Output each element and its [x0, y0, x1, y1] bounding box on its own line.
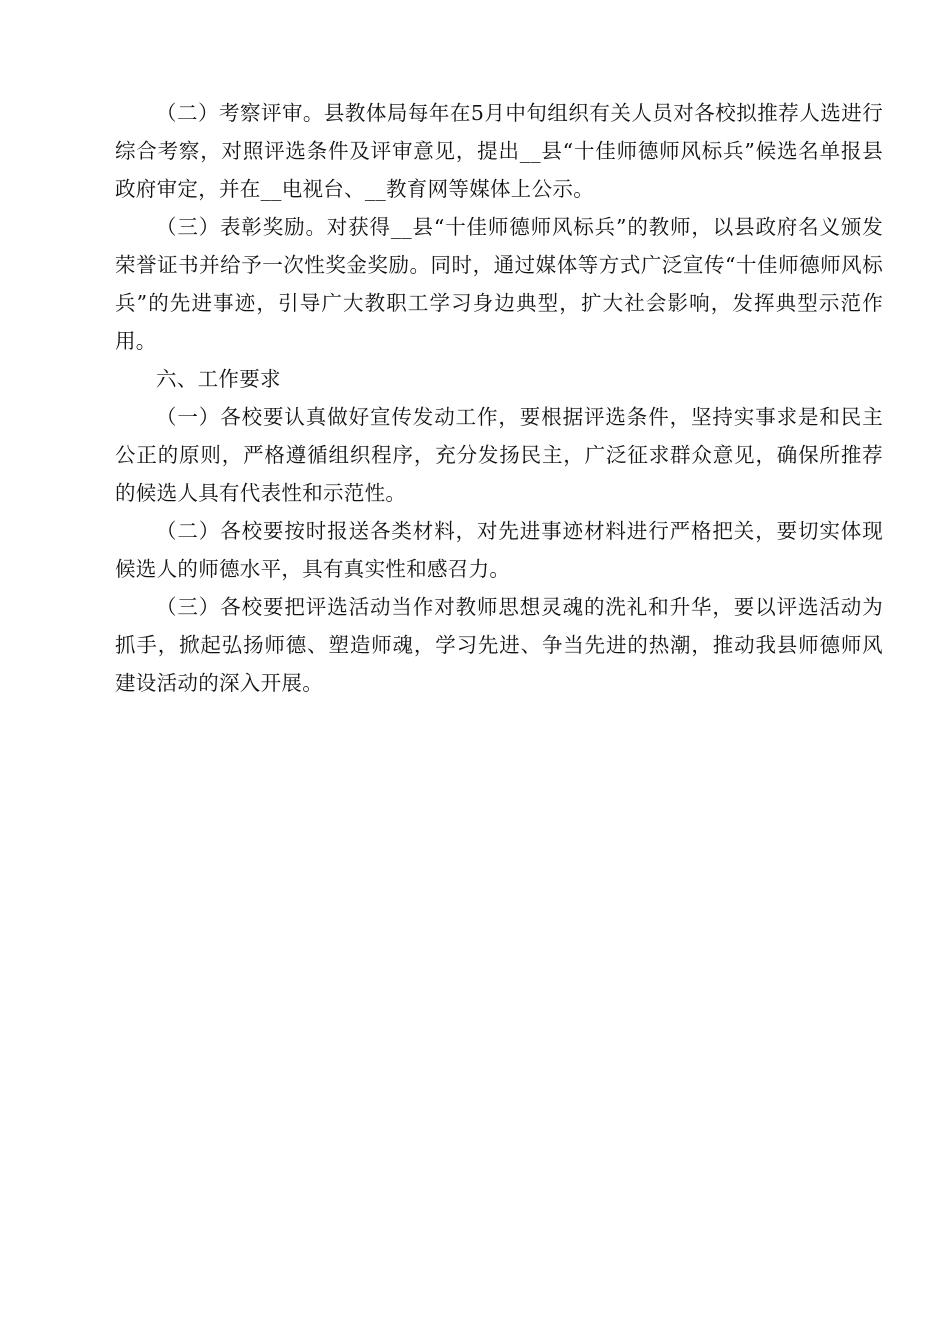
- paragraph-requirement-one: （一）各校要认真做好宣传发动工作，要根据评选条件，坚持实事求是和民主公正的原则，严格遵循组织程序，充分发扬民主，广泛征求群众意见，确保所推荐的候选人具有代表性和示范性。: [115, 405, 883, 505]
- paragraph-commendation-award: （三）表彰奖励。对获得__县“十佳师德师风标兵”的教师，以县政府名义颁发荣誉证书并给予一次性奖金奖励。同时，通过媒体等方式广泛宣传“十佳师德师风标兵”的先进事迹，引导广大教职工学习身边典型，扩大社会影响，发挥典型示范作用。: [115, 215, 883, 353]
- paragraph-review-evaluation: （二）考察评审。县教体局每年在5月中旬组织有关人员对各校拟推荐人选进行综合考察，对照评选条件及评审意见，提出__县“十佳师德师风标兵”候选名单报县政府审定，并在__电视台、__教育网等媒体上公示。: [115, 101, 883, 201]
- paragraph-requirement-two: （二）各校要按时报送各类材料，对先进事迹材料进行严格把关，要切实体现候选人的师德水平，具有真实性和感召力。: [115, 519, 883, 581]
- paragraph-requirement-three: （三）各校要把评选活动当作对教师思想灵魂的洗礼和升华，要以评选活动为抓手，掀起弘扬师德、塑造师魂，学习先进、争当先进的热潮，推动我县师德师风建设活动的深入开展。: [115, 595, 883, 695]
- document-page: [115, 94, 883, 702]
- section-heading-work-requirements: 六、工作要求: [156, 367, 281, 391]
